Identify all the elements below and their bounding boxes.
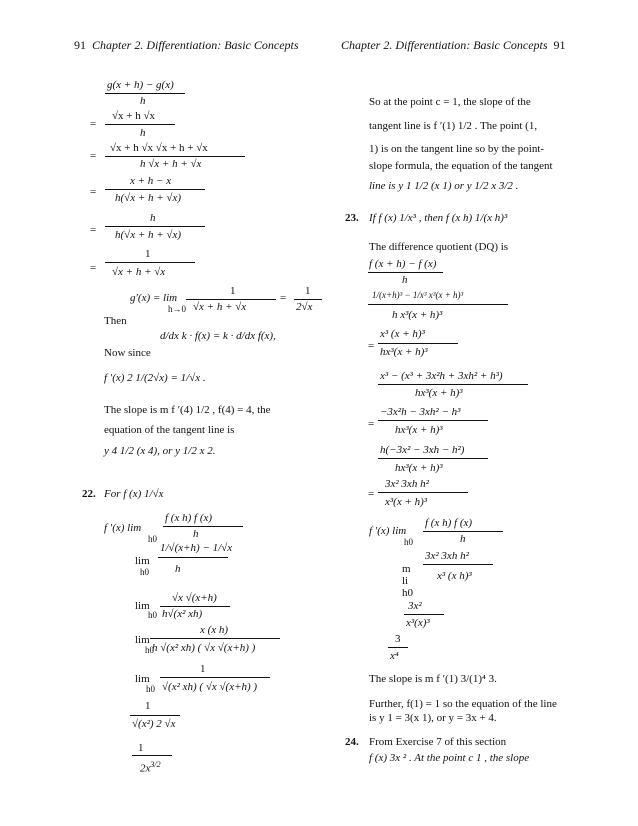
equals-sign: = <box>90 186 97 198</box>
lim-step4-num: 3 <box>395 633 401 645</box>
e22-step6-den: √(x²) 2 √x <box>132 718 176 730</box>
exercise-24-line-2: f (x) 3x ² . At the point c 1 , the slope <box>369 752 530 764</box>
fraction-bar <box>105 93 185 94</box>
eq-line-7-den: √x + h + √x <box>112 266 166 278</box>
slope-line-2: equation of the tangent line is <box>104 424 235 436</box>
e22-step4-den: h √(x² xh) ( √x √(x+h) ) <box>152 642 256 654</box>
fraction-bar <box>423 564 493 565</box>
fraction-bar <box>158 557 228 558</box>
eq-line-4-num: √x + h √x √x + h + √x <box>110 142 208 154</box>
exercise-22-number: 22. <box>82 488 96 500</box>
dq-step7-num: 3x² 3xh h² <box>385 478 429 490</box>
lim-step2-label: m li h0 <box>402 563 413 599</box>
fraction-bar <box>160 677 270 678</box>
gprime-frac-num: 1 <box>230 285 236 297</box>
fraction-bar <box>378 384 528 385</box>
equals-sign: = <box>368 340 375 352</box>
fraction-bar <box>150 638 280 639</box>
e22-step5-den: √(x² xh) ( √x √(x+h) ) <box>162 681 258 693</box>
e22-result-den-base: 2x <box>140 762 151 775</box>
fraction-bar <box>105 226 205 227</box>
dq-step3-num: x³ (x + h)³ <box>380 328 425 340</box>
lim-step3-num: 3x² <box>408 600 422 612</box>
equals-sign: = <box>90 262 97 274</box>
slope-line-3: y 4 1/2 (x 4), or y 1/2 x 2. <box>104 445 216 457</box>
e22-step2-num: 1/√(x+h) − 1/√x <box>160 542 233 554</box>
e22-step4-sub: h0 <box>145 645 154 655</box>
eq-line-4-den: h √x + h + √x <box>140 158 202 170</box>
dq-step3-den: hx³(x + h)³ <box>380 346 428 358</box>
eq-line-7-num: 1 <box>145 248 151 260</box>
dq-step4-num: x³ − (x³ + 3x²h + 3xh² + h³) <box>380 370 503 382</box>
equals-sign: = <box>368 418 375 430</box>
fraction-bar <box>423 531 503 532</box>
fraction-bar <box>105 124 175 125</box>
lim-step2-num: 3x² 3xh h² <box>425 550 469 562</box>
lim-step4-den: x⁴ <box>390 650 399 662</box>
eq-line-3-den: h <box>140 127 146 139</box>
gprime-result-den: 2√x <box>296 301 313 313</box>
e22-step3-label: lim <box>135 600 150 612</box>
right-para-4: slope formula, the equation of the tangent <box>369 160 553 172</box>
gprime-frac-den: √x + h + √x <box>193 301 247 313</box>
eq-line-6-den: h(√x + h + √x) <box>115 229 182 241</box>
slope-result: The slope is m f ′(1) 3/(1)⁴ 3. <box>369 673 497 685</box>
equals-sign: = <box>90 150 97 162</box>
e22-step5-label: lim <box>135 673 150 685</box>
equals-sign: = <box>90 118 97 130</box>
fraction-bar <box>105 262 195 263</box>
e22-step3-num: √x √(x+h) <box>172 592 217 604</box>
e22-step1-sub: h0 <box>148 534 157 544</box>
dq-step6-den: hx³(x + h)³ <box>395 462 443 474</box>
gprime-label: g′(x) = lim <box>130 292 178 304</box>
e22-step3-sub: h0 <box>148 610 157 620</box>
exercise-24-line-1: From Exercise 7 of this section <box>369 736 507 748</box>
then-equation: d/dx k · f(x) = k · d/dx f(x), <box>160 330 276 342</box>
fraction-bar <box>105 156 245 157</box>
eq-line-1: g(x + h) − g(x) <box>107 79 174 91</box>
right-para-5: line is y 1 1/2 (x 1) or y 1/2 x 3/2 . <box>369 180 519 192</box>
fprime-line: f ′(x) 2 1/(2√x) = 1/√x . <box>104 372 206 384</box>
e22-step2-den: h <box>175 563 181 575</box>
lim-step1-label: f ′(x) lim <box>369 525 407 537</box>
gprime-equals: = <box>280 292 287 304</box>
dq-step5-den: hx³(x + h)³ <box>395 424 443 436</box>
dq-num: f (x + h) − f (x) <box>369 258 437 270</box>
dq-intro: The difference quotient (DQ) is <box>369 241 509 253</box>
e22-step4-num: x (x h) <box>200 624 229 636</box>
header-right <box>341 38 566 53</box>
e22-step3-den: h√(x² xh) <box>162 608 203 620</box>
fraction-bar <box>132 755 172 756</box>
fraction-bar <box>378 458 488 459</box>
fraction-bar <box>105 189 205 190</box>
right-para-2: tangent line is f ′(1) 1/2 . The point (1, <box>369 120 538 132</box>
dq-step6-num: h(−3x² − 3xh − h²) <box>380 444 465 456</box>
e22-result-den <box>140 760 161 775</box>
eq-line-5-num: x + h − x <box>130 175 172 187</box>
dq-step5-num: −3x²h − 3xh² − h³ <box>380 406 461 418</box>
dq-step7-den: x³(x + h)³ <box>385 496 428 508</box>
fraction-bar <box>378 420 488 421</box>
equals-sign: = <box>368 488 375 500</box>
exercise-24-number: 24. <box>345 736 359 748</box>
e22-result-num: 1 <box>138 742 144 754</box>
fraction-bar <box>163 526 243 527</box>
fraction-bar <box>388 647 408 648</box>
slope-line-1: The slope is m f ′(4) 1/2 , f(4) = 4, the <box>104 404 271 416</box>
right-para-3: 1) is on the tangent line so by the point- <box>369 143 545 155</box>
then-text: Then <box>104 315 127 327</box>
e22-step1-den: h <box>193 528 199 540</box>
page-number-left: 91 <box>74 38 86 52</box>
further-line-2: is y 1 = 3(x 1), or y = 3x + 4. <box>369 712 497 724</box>
e22-step2-label: lim <box>135 555 150 567</box>
eq-line-2: h <box>140 95 146 107</box>
eq-line-5-den: h(√x + h + √x) <box>115 192 182 204</box>
e22-step1-label: f ′(x) lim <box>104 522 142 534</box>
lim-step1-sub: h0 <box>404 537 413 547</box>
gprime-limit-sub: h→0 <box>168 304 186 314</box>
lim-step1-num: f (x h) f (x) <box>425 517 473 529</box>
e22-step5-sub: h0 <box>146 684 155 694</box>
page-number-right: 91 <box>553 38 566 52</box>
further-line-1: Further, f(1) = 1 so the equation of the line <box>369 698 557 710</box>
gprime-result-num: 1 <box>305 285 311 297</box>
dq-step2-num: 1/(x+h)³ − 1/x³ x³(x + h)³ <box>372 290 464 300</box>
now-since-text: Now since <box>104 347 151 359</box>
fraction-bar <box>130 715 180 716</box>
e22-step1-num: f (x h) f (x) <box>165 512 213 524</box>
dq-step2-den: h x³(x + h)³ <box>392 309 443 321</box>
fraction-bar <box>294 299 322 300</box>
lim-step1-den: h <box>460 533 466 545</box>
lim-step2-den: x³ (x h)³ <box>437 570 472 582</box>
fraction-bar <box>368 304 508 305</box>
e22-step6-num: 1 <box>145 700 151 712</box>
fraction-bar <box>378 492 468 493</box>
fraction-bar <box>404 614 444 615</box>
lim-step3-den: x³(x)³ <box>406 617 430 629</box>
dq-step4-den: hx³(x + h)³ <box>415 387 463 399</box>
exercise-23-number: 23. <box>345 212 359 224</box>
fraction-bar <box>368 272 443 273</box>
exercise-23-prompt: If f (x) 1/x³ , then f (x h) 1/(x h)³ <box>369 212 508 224</box>
fraction-bar <box>378 343 458 344</box>
eq-line-6-num: h <box>150 212 156 224</box>
chapter-title-right: Chapter 2. Differentiation: Basic Concepts <box>341 38 548 52</box>
e22-step5-num: 1 <box>200 663 206 675</box>
e22-step2-sub: h0 <box>140 567 149 577</box>
fraction-bar <box>160 606 230 607</box>
header-left <box>74 38 299 53</box>
e22-step4-label: lim <box>135 634 150 646</box>
exercise-22-prompt: For f (x) 1/√x <box>104 488 164 500</box>
chapter-title-left: Chapter 2. Differentiation: Basic Concepts <box>92 38 299 52</box>
e22-result-den-exp: 3/2 <box>150 760 161 769</box>
eq-line-3-num: √x + h √x <box>112 110 156 122</box>
dq-den: h <box>402 274 408 286</box>
equals-sign: = <box>90 224 97 236</box>
fraction-bar <box>186 299 276 300</box>
right-para-1: So at the point c = 1, the slope of the <box>369 96 531 108</box>
